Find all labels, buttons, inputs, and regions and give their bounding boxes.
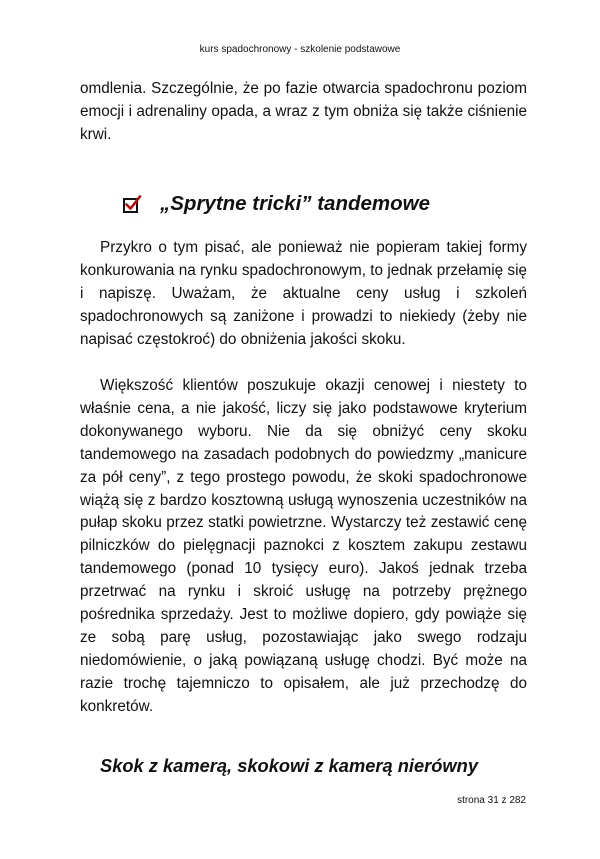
subsection-title: Skok z kamerą, skokowi z kamerą nierówny (100, 755, 478, 776)
intro-paragraph: omdlenia. Szczególnie, że po fazie otwarcia spadochronu poziom emocji i adrenaliny opada, a wraz z tym obniża się także ciśnienie krwi. (80, 80, 527, 143)
section-paragraph-2: Większość klientów poszukuje okazji cenowej i niestety to właśnie cena, a nie jakość, liczy się jako podstawowe kryterium dokonywanego wyboru. Nie da się obniżyć ceny skoku tandemowego na zasadach podobnych do powiedzmy „manicure za pół ceny”, z tego prostego powodu, że skoki spadochronowe wiążą się z bardzo kosztowną usługą wynoszenia uczestników na pułap skoku przez statki powietrzne. Wystarczy też zestawić cenę pilniczków do pielęgnacji paznokci z kosztem zakupu zestawu tandemowego (ponad 10 tysięcy euro). Jakoś jednak trzeba przetrwać na rynku i skroić usługę na potrzeby prężnego pośrednika sprzedaży. Jest to możliwe dopiero, gdy powiąże się ze sobą parę usług, pozostawiając jako swego rodzaju niedomówienie, o jaką powiązaną usługę chodzi. Być może na razie trochę tajemniczo to opisałem, ale już przechodzę do konkretów. (80, 377, 527, 715)
section-heading (122, 191, 430, 217)
page-number: strona 31 z 282 (457, 795, 526, 806)
running-header: kurs spadochronowy - szkolenie podstawowe (199, 44, 401, 55)
section-paragraph-1: Przykro o tym pisać, ale ponieważ nie popieram takiej formy konkurowania na rynku spadochronowym, to jednak przełamię się i napiszę. Uważam, że aktualne ceny usług i szkoleń spadochronowych są zaniżone i prowadzi to niekiedy (żeby nie napisać częstokroć) do obniżenia jakości skoku. (80, 239, 527, 348)
section-title: „Sprytne tricki” tandemowe (160, 192, 430, 215)
checkbox-checked-icon (122, 194, 142, 214)
